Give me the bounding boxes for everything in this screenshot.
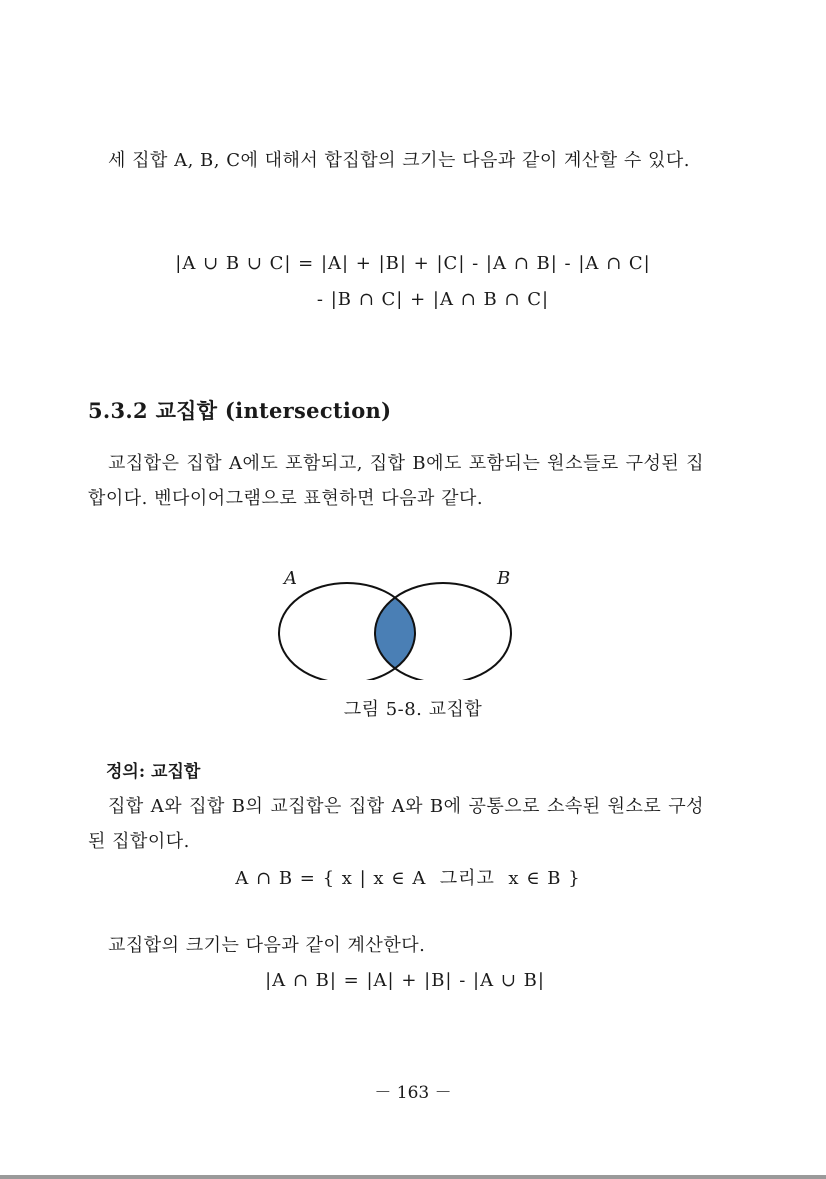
intro-paragraph: 세 집합 A, B, C에 대해서 합집합의 크기는 다음과 같이 계산할 수 있다. <box>108 150 691 171</box>
size-text: 교집합의 크기는 다음과 같이 계산한다. <box>108 935 426 956</box>
union-formula-line-2: - |B ∩ C| + |A ∩ B ∩ C| <box>316 289 550 310</box>
figure-caption: 그림 5-8. 교집합 <box>343 699 483 720</box>
definition-text: 집합 A와 집합 B의 교집합은 집합 A와 B에 공통으로 소속된 원소로 구성된 집합이다. <box>88 796 704 852</box>
venn-diagram <box>270 560 530 680</box>
section-heading: 5.3.2 교집합 (intersection) <box>88 398 392 423</box>
definition-title: 정의: 교집합 <box>106 762 201 782</box>
union-formula-line-1: |A ∪ B ∪ C| = |A| + |B| + |C| - |A ∩ B| - |A ∩ C| <box>175 253 651 274</box>
page-number: － 163 － <box>374 1083 452 1103</box>
bottom-rule <box>0 1175 826 1179</box>
section-paragraph: 교집합은 집합 A에도 포함되고, 집합 B에도 포함되는 원소들로 구성된 집합이다. 벤다이어그램으로 표현하면 다음과 같다. <box>88 453 704 509</box>
set-b-label: B <box>497 568 511 589</box>
set-a-label: A <box>284 568 297 589</box>
size-formula: |A ∩ B| = |A| + |B| - |A ∪ B| <box>265 970 545 991</box>
definition-formula: A ∩ B = { x | x ∈ A 그리고 x ∈ B } <box>235 868 581 889</box>
